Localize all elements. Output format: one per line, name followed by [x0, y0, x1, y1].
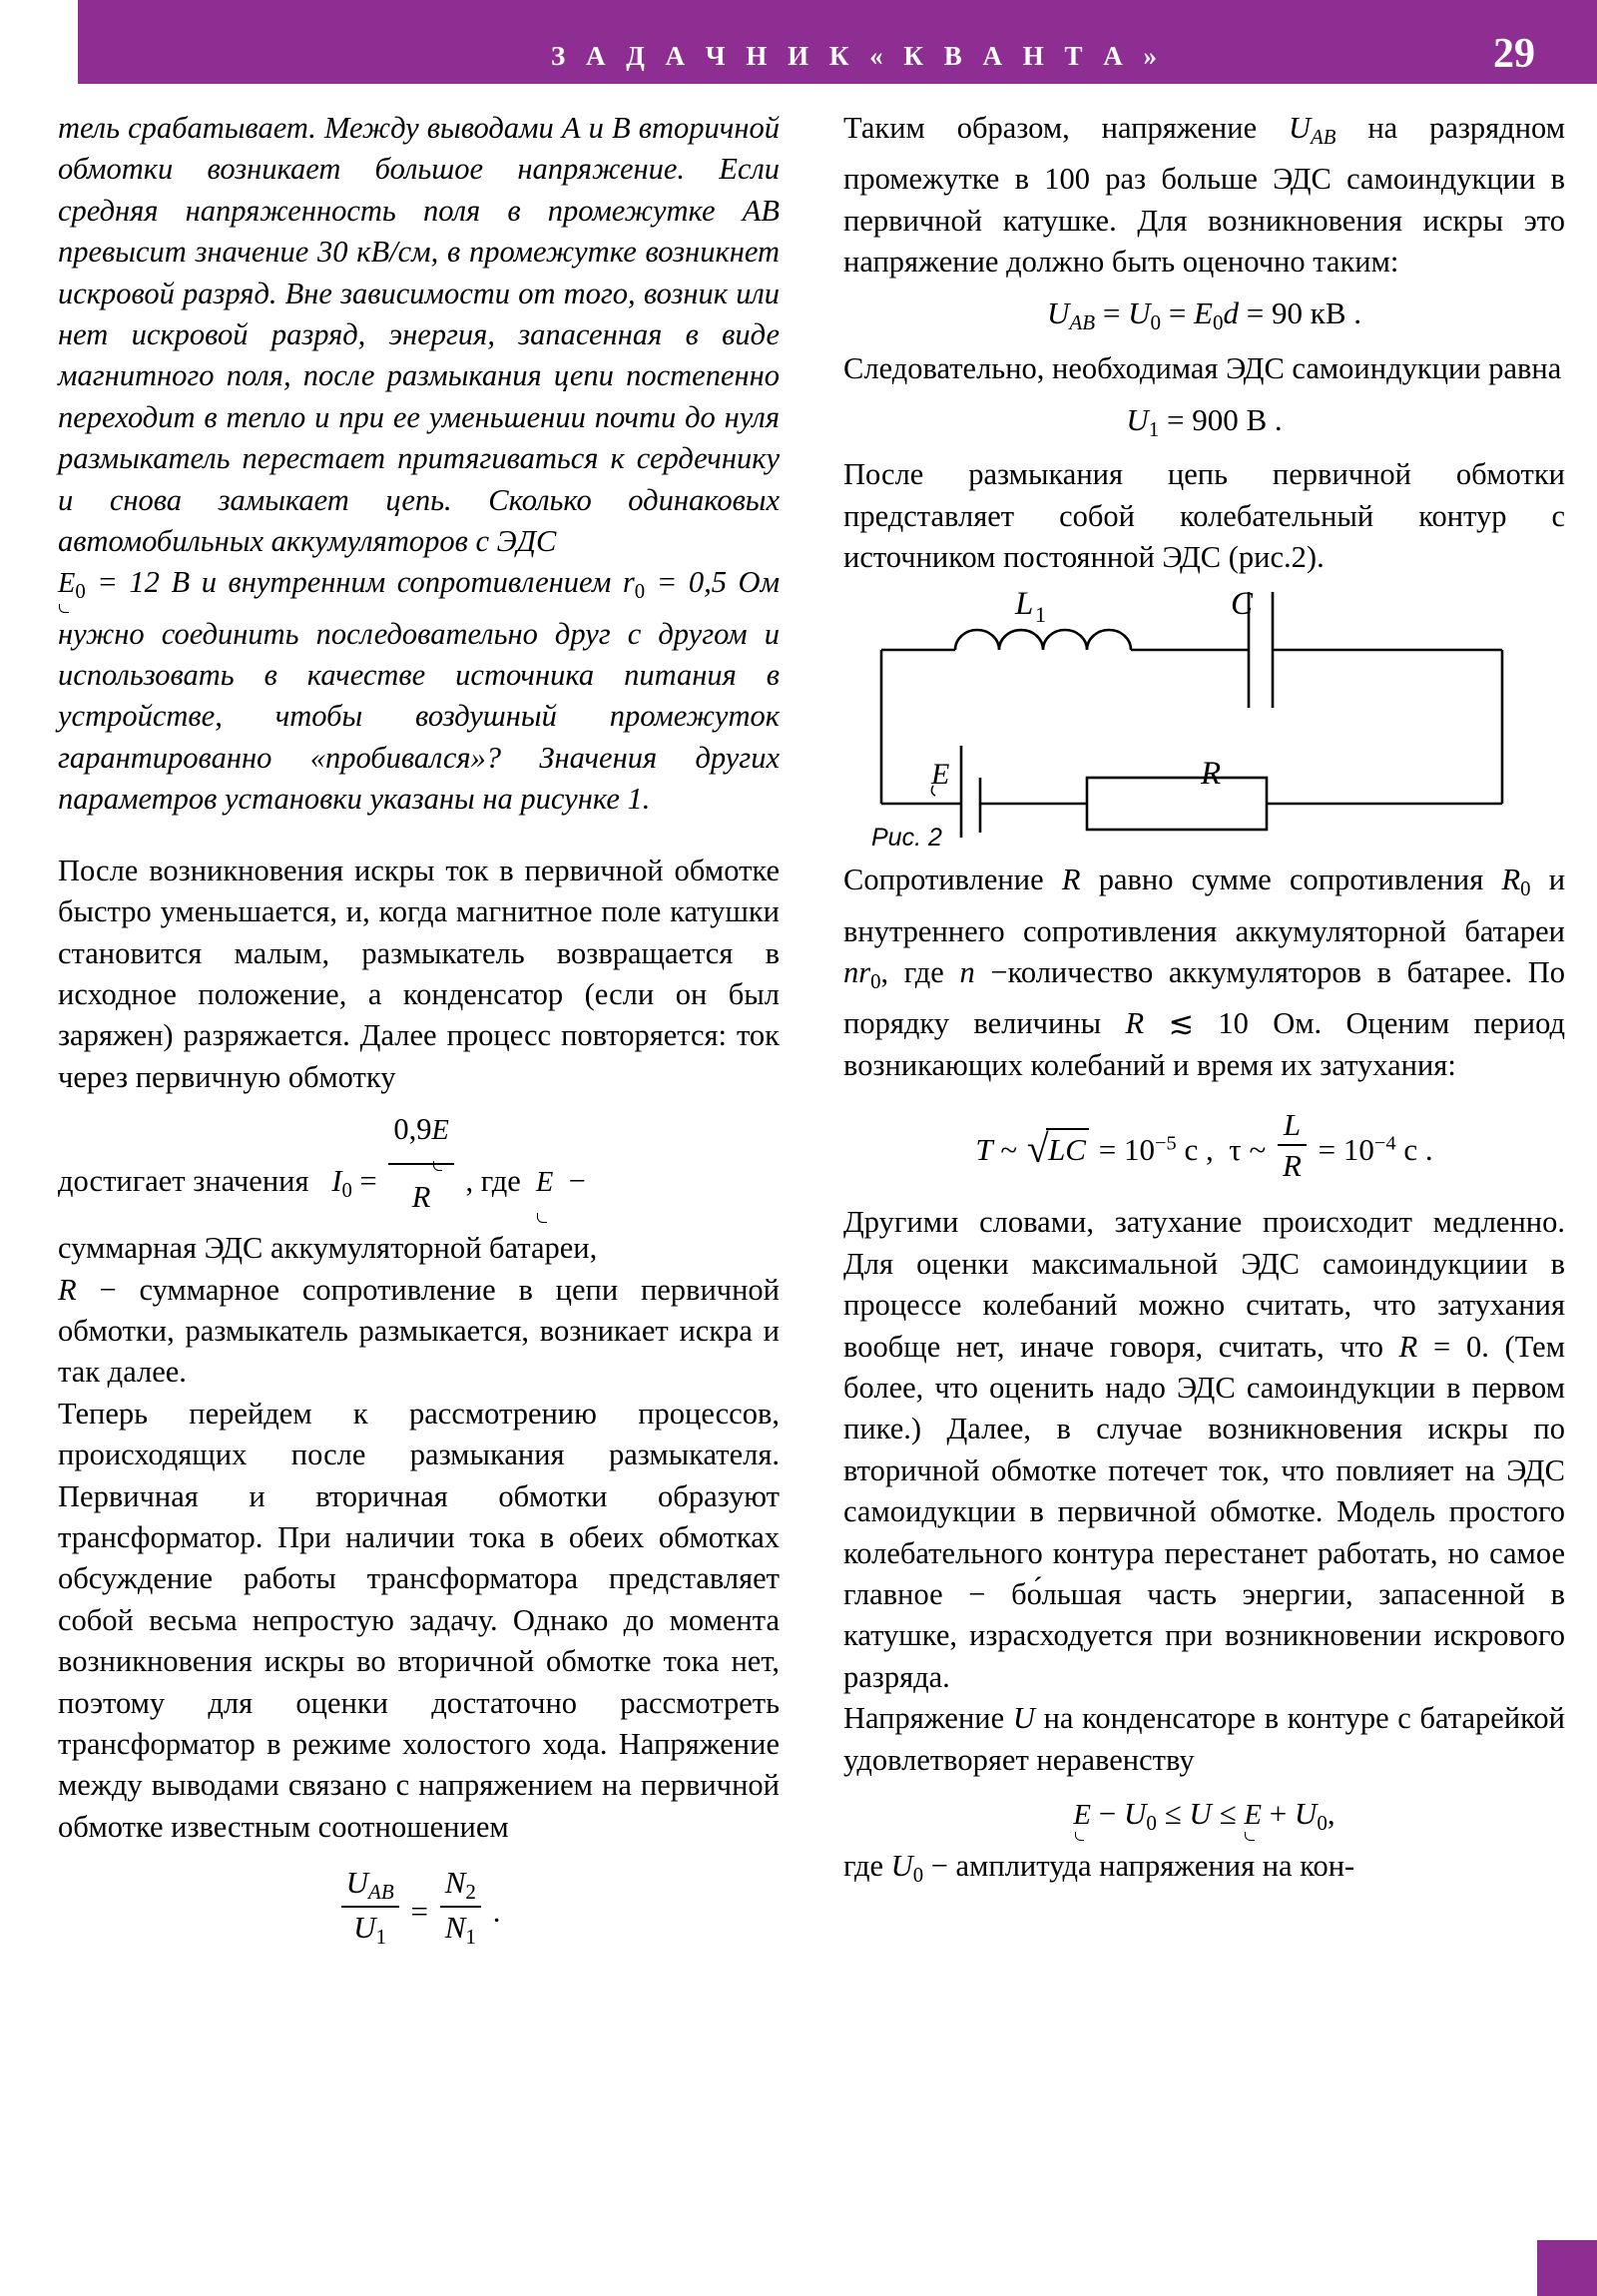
var-r0: r — [622, 565, 635, 600]
fraction-l-r: $\frac{L}{R}$ — [1278, 1106, 1307, 1184]
equation-uab-value: $U_{AB} = U_0 = E_0d = 90$ кВ . — [1046, 295, 1362, 335]
paragraph-definitions-a: суммарная ЭДС аккумуляторной батареи, — [58, 1231, 598, 1266]
var-nr0: nr — [843, 955, 871, 989]
corner-decoration-block — [1537, 2240, 1597, 2296]
inline-eq-r0-tail: нужно соединить последовательно друг с другом и использовать в качестве источника питания в устройстве, чтобы воздушный промежуток гарантированно «пробивался»? Значения других параметров установки указаны на рисунке 1. — [58, 616, 780, 817]
radical-sign: √ — [1026, 1126, 1049, 1171]
paragraph-current-value: достигает значения $I_0$ = $\frac{0,9E}{R}$ , где E − — [58, 1098, 780, 1228]
page-header-title: З А Д А Ч Н И К « К В А Н Т А » — [550, 41, 1165, 71]
circuit-svg — [843, 588, 1542, 838]
relation-lesssim: ≲ — [1168, 1006, 1195, 1041]
label-inductor-sub: 1 — [1035, 602, 1046, 628]
resistor-box — [1087, 778, 1267, 830]
label-inductor: L — [1015, 588, 1034, 623]
paragraph-required-emf: Следовательно, необходимая ЭДС самоиндукции равна — [843, 350, 1562, 385]
var-u0: U — [890, 1849, 913, 1884]
equation-transformer-ratio: $\frac{U_{AB}}{U_1}$ = $\frac{N_2}{N_1}$ . — [58, 1864, 780, 1950]
emf-symbol: E — [58, 563, 75, 604]
var-uab: U — [1289, 111, 1312, 145]
emf-symbol: E — [536, 1152, 553, 1214]
relation-le-2: ≤ — [1219, 1796, 1237, 1832]
paragraph-intro-italic: тель срабатывает. Между выводами А и В вторичной обмотки возникает большое напряжение. Если средняя напряженность поля в промежутке АВ превысит значение 30 кВ/см, в промежутке возникнет искровой разряд. Вне зависимости от того, возник или нет искровой разряд, энергия, запасенная в виде магнитного поля, после размыкания цепи постепенно переходит в тепло и при ее уменьшении почти до нуля размыкатель перестает притягиваться к сердечнику и снова замыкает цепь. Сколько одинаковых автомобильных аккумуляторов с ЭДС — [58, 111, 780, 559]
uab-unit: кВ — [1310, 295, 1346, 331]
left-column — [58, 108, 780, 1963]
page-header-band — [78, 0, 1597, 84]
paragraph-oscillating-circuit: После размыкания цепь первичной обмотки представляет собой колебательный контур с источником постоянной ЭДС (рис.2). — [843, 457, 1565, 574]
inductor-coil — [955, 630, 1131, 650]
page-body — [0, 84, 1597, 2296]
relation-le-1: ≤ — [1164, 1796, 1182, 1832]
page-number: 29 — [1493, 31, 1535, 77]
label-emf-source — [930, 758, 949, 796]
paragraph-transformer: Теперь перейдем к рассмотрению процессов, происходящих после размыкания размыкателя. Первичная и вторичная обмотки образуют трансформатор. При наличии тока в обеих обмотках обсуждение работы трансформатора представляет собой весьма непростую задачу. Однако до момента возникновения искры во вторичной обмотке тока нет, поэтому для оценки достаточно рассмотреть трансформатор в режиме холостого хода. Напряжение между выводами связано с напряжением на первичной обмотке известным соотношением — [58, 1396, 780, 1844]
right-column — [843, 108, 1565, 1897]
var-i0: I — [331, 1164, 342, 1199]
paragraph-definitions-b: R − суммарное сопротивление в цепи первичной обмотки, размыкатель размыкается, возникает искра и так далее. — [58, 1272, 781, 1390]
paragraph-amplitude-def: где $U_0$ − амплитуда напряжения на кон- — [843, 1849, 1355, 1888]
var-r0: R — [1501, 862, 1521, 897]
fraction-n2-n1: $\frac{N_2}{N_1}$ — [440, 1864, 481, 1950]
uab-numeric-value: 90 — [1272, 295, 1304, 331]
equation-period-and-tau: T ~ √ LC = $10^{-5}$ c , τ ~ $\frac{L}{R}$ = $10^{-4}$ c . — [975, 1107, 1433, 1184]
figure-caption: Рис. 2 — [871, 824, 942, 853]
equation-voltage-bounds: $E - U_0 \le U \le E + U_0$, — [1073, 1796, 1335, 1835]
paragraph-slow-damping: Другими словами, затухание происходит медленно. Для оценки максимальной ЭДС самоиндукциии в процессе колебаний можно считать, что затухания вообще нет, иначе говоря, считать, что R = 0. (Тем более, что оценить надо ЭДС самоиндукции в первом пике.) Далее, в случае возникновения искры по вторичной обмотке потечет ток, что повлияет на ЭДС самоидукции в первичной обмотке. Модель простого колебательного контура перестанет работать, но самое главное − бо́льшая часть энергии, запасенной в катушке, израсходуется при возникновении искрового разряда. — [843, 1205, 1566, 1694]
paragraph-uab-discussion: Таким образом, напряжение $U_{AB}$ на разрядном промежутке в 100 раз больше ЭДС самоиндукции в первичной катушке. Для возникновения искры это напряжение должно быть оценочно таким: — [843, 111, 1565, 280]
paragraph-voltage-inequality: Напряжение U на конденсаторе в контуре с батарейкой удовлетворяет неравенству — [843, 1701, 1565, 1777]
tau-symbol: τ — [1229, 1132, 1242, 1168]
emf-symbol: E — [1073, 1799, 1091, 1832]
var-r: R — [1061, 862, 1081, 897]
var-u: U — [1012, 1701, 1035, 1736]
label-capacitor: C — [1231, 588, 1254, 623]
var-r: R — [58, 1272, 77, 1307]
emf-symbol: E — [432, 1100, 449, 1162]
svg-text:E: E — [931, 758, 950, 792]
inline-eq-r0-value: = 0,5 Ом — [656, 565, 781, 600]
var-r: R — [1398, 1329, 1418, 1364]
figure-circuit-2 — [843, 588, 1565, 853]
fraction-i0: $\frac{0,9E}{R}$ — [388, 1098, 453, 1228]
var-r: R — [1125, 1006, 1145, 1041]
paragraph-after-spark: После возникновения искры ток в первичной обмотке быстро уменьшается, и, когда магнитное поле катушки становится малым, размыкатель возвращается в исходное положение, а конденсатор (если он был заряжен) разряжается. Далее процесс повторяется: ток через первичную обмотку — [58, 853, 780, 1094]
fraction-uab-u1: $\frac{U_{AB}}{U_1}$ — [341, 1864, 399, 1950]
sqrt-lc: √ LC — [1027, 1128, 1089, 1168]
inline-eq-emf-value: = 12 В — [97, 565, 191, 600]
var-n: n — [959, 955, 975, 989]
equation-u1-value: $U_1 = 900$ В . — [1126, 402, 1283, 441]
paragraph-resistance-sum: Сопротивление R равно сумме сопротивления $R_0$ и внутреннего сопротивления аккумуляторной батареи $nr_0$, где n −количество аккумуляторов в батарее. По порядку величины R ≲ 10 Ом. Оценим период возникающих колебаний и время их затухания: — [843, 862, 1566, 1082]
paragraph-intro-italic-cont: $E_0 = 12$ В и внутренним сопротивлением $r_0 = 0,5$ Ом нужно соединить последовательно друг с другом и использовать в качестве источника питания в устройстве, чтобы воздушный промежуток гарантированно «пробивался»? Значения других параметров установки указаны на рисунке 1. — [58, 565, 781, 817]
emf-symbol: E — [1244, 1799, 1262, 1832]
label-resistor: R — [1201, 756, 1222, 793]
inline-eq-emf-tail: и внутренним сопротивлением — [201, 565, 612, 600]
